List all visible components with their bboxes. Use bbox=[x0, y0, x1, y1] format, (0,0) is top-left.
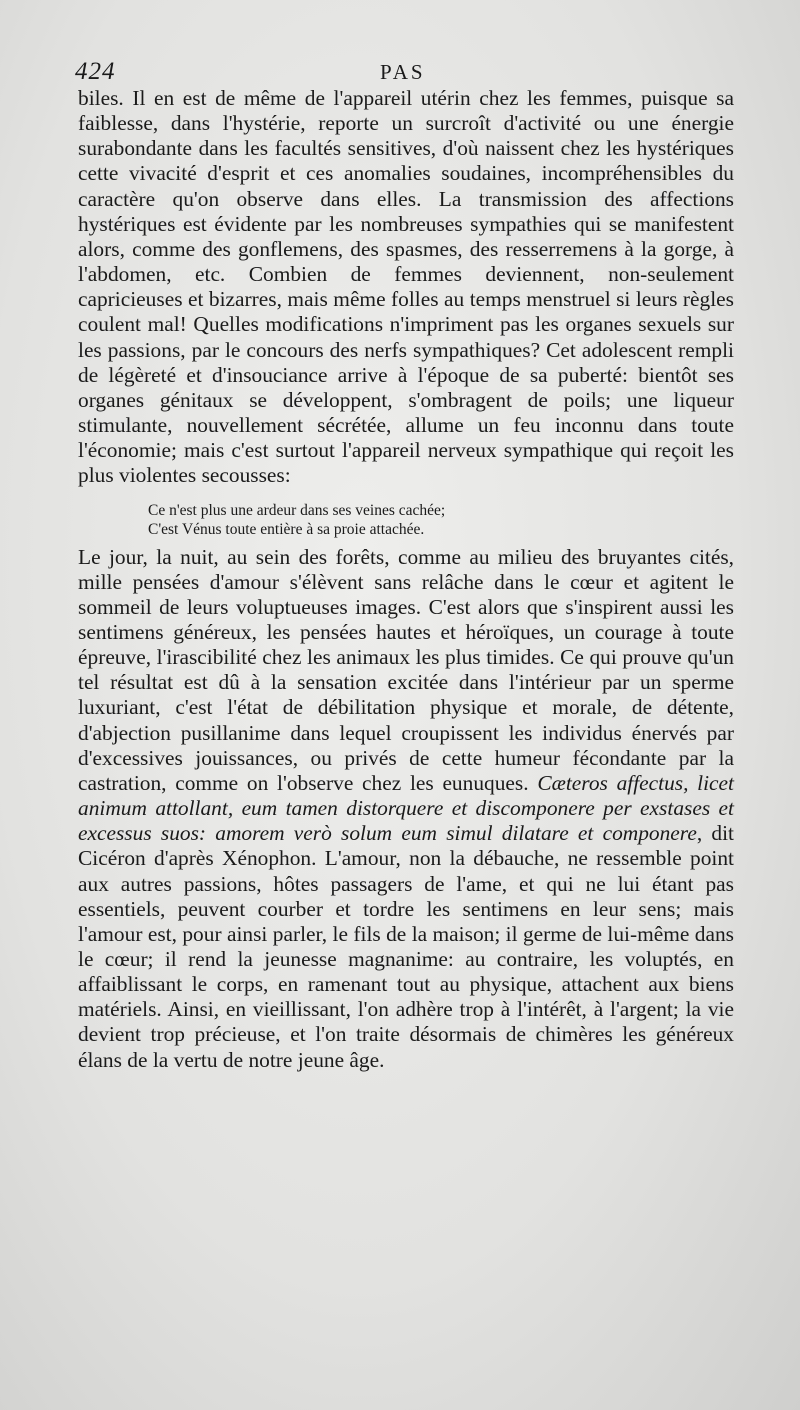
running-head: PAS bbox=[380, 60, 426, 84]
verse-line-1: Ce n'est plus une ardeur dans ses veines cachée; bbox=[148, 501, 446, 519]
paragraph-2-continuation: , dit Cicéron d'après Xénophon. L'amour, non la débauche, ne ressemble point aux autres passions, hôtes passagers de l'ame, et qui ne lui étant pas essentiels, peuvent courber et tordre les sentimens en leur sens; mais l'amour est, pour ainsi parler, le fils de la maison; il germe de lui-même dans le cœur; il rend la jeunesse magnanime: au contraire, les voluptés, en affaiblissant le corps, en ramenant tout au physique, attachent aux biens matériels. Ainsi, en vieillissant, l'on adhère trop à l'intérêt, à l'argent; la vie devient trop précieuse, et l'on traite désormais de chimères les généreux élans de la vertu de notre jeune âge. bbox=[78, 821, 734, 1072]
paragraph-2-text: Le jour, la nuit, au sein des forêts, comme au milieu des bruyantes cités, mille pensées d'amour s'élèvent sans relâche dans le cœur et agitent le sommeil de leurs voluptueuses images. C'est alors que s'inspirent aussi les sentimens généreux, les pensées hautes et héroïques, un courage à toute épreuve, l'irascibilité chez les animaux les plus timides. Ce qui prouve qu'un tel résultat est dû à la sensation excitée dans l'intérieur par un sperme luxuriant, c'est l'état de débilitation physique et morale, de détente, d'abjection pusillanime dans lequel croupissent les individus énervés par d'excessives jouissances, ou privés de cette humeur fécondante par la castration, comme on l'observe chez les eunuques. bbox=[78, 544, 734, 795]
verse-line-2: C'est Vénus toute entière à sa proie attachée. bbox=[148, 520, 425, 538]
paragraph-2 bbox=[78, 545, 734, 1073]
page-number: 424 bbox=[75, 58, 116, 85]
paragraph-1: biles. Il en est de même de l'appareil utérin chez les femmes, puisque sa faiblesse, dans l'hystérie, reporte un surcroît d'activité ou une énergie surabondante dans les facultés sensitives, d'où naissent chez les hystériques cette vivacité d'esprit et ces anomalies soudaines, incompréhensibles du caractère qu'on observe dans elles. La transmission des affections hystériques est évidente par les nombreuses sympathies qui se manifestent alors, comme des gonflemens, des spasmes, des resserremens à la gorge, à l'abdomen, etc. Combien de femmes deviennent, non-seulement capricieuses et bizarres, mais même folles au temps menstruel si leurs règles coulent mal! Quelles modifications n'impriment pas les organes sexuels sur les passions, par le concours des nerfs sympathiques? Cet adolescent rempli de légèreté et d'insouciance arrive à l'époque de sa puberté: bientôt ses organes génitaux se développent, s'ombragent de poils; une liqueur stimulante, nouvellement sécrétée, allume un feu inconnu dans toute l'économie; mais c'est surtout l'appareil nerveux sympathique qui reçoit les plus violentes secousses: bbox=[78, 86, 734, 488]
verse-quote bbox=[148, 501, 734, 539]
body-text bbox=[78, 86, 734, 1073]
latin-quote: Cæteros affectus, licet animum attollant, eum tamen distorquere et discomponere per exstases et excessus suos: amorem verò solum eum simul dilatare et componere bbox=[78, 770, 734, 846]
